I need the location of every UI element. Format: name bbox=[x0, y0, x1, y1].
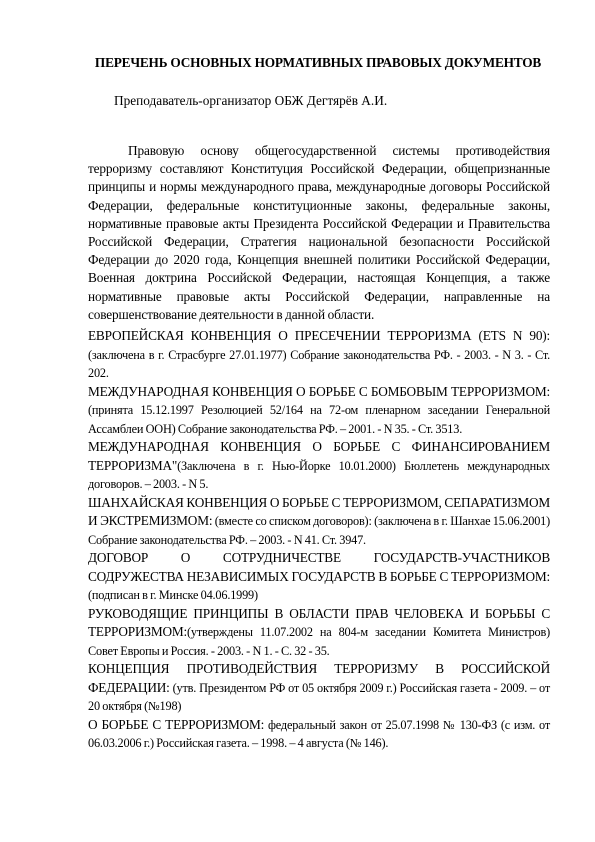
document-details: (утв. Президентом РФ от 05 октября 2009 г.) Российская газета - 2009. – от 20 октября (№198) bbox=[88, 680, 550, 713]
document-item bbox=[88, 438, 550, 494]
document-details: (заключена в г. Страсбурге 27.01.1977) Собрание законодательства РФ. - 2003. - N 3. - Ст. 202. bbox=[88, 347, 550, 380]
document-details: федеральный закон от 25.07.1998 № 130-ФЗ (с изм. от 06.03.2006 г.) Российская газета. – 1998. – 4 августа (№ 146). bbox=[88, 717, 550, 750]
document-name: МЕЖДУНАРОДНАЯ КОНВЕНЦИЯ О БОРЬБЕ С ФИНАНСИРОВАНИЕМ ТЕРРОРИЗМА" bbox=[88, 439, 550, 473]
document-name: ШАНХАЙСКАЯ КОНВЕНЦИЯ О БОРЬБЕ С ТЕРРОРИЗМОМ, СЕПАРАТИЗМОМ И ЭКСТРЕМИЗМОМ: bbox=[88, 494, 550, 528]
author-line: Преподаватель-организатор ОБЖ Дегтярёв А.И. bbox=[114, 93, 388, 108]
document-item bbox=[88, 494, 550, 550]
document-name: ДОГОВОР О СОТРУДНИЧЕСТВЕ ГОСУДАРСТВ-УЧАСТНИКОВ СОДРУЖЕСТВА НЕЗАВИСИМЫХ ГОСУДАРСТВ В БОРЬБЕ С ТЕРРОРИЗМОМ: bbox=[88, 550, 550, 584]
document-details: (подписан в г. Минске 04.06.1999) bbox=[88, 588, 258, 602]
document-name: МЕЖДУНАРОДНАЯ КОНВЕНЦИЯ О БОРЬБЕ С БОМБОВЫМ ТЕРРОРИЗМОМ: bbox=[88, 383, 550, 399]
documents-list bbox=[88, 327, 550, 753]
document-item bbox=[88, 605, 550, 661]
document-details: (вместе со списком договоров): (заключена в г. Шанхае 15.06.2001) Собрание законодательства РФ. – 2003. - N 41. Ст. 3947. bbox=[88, 514, 551, 547]
document-item bbox=[88, 327, 550, 383]
document-item bbox=[88, 383, 550, 439]
document-name: О БОРЬБЕ С ТЕРРОРИЗМОМ: bbox=[88, 716, 265, 732]
document-item bbox=[88, 549, 550, 605]
intro-paragraph: Правовую основу общегосударственной системы противодействия терроризму составляют Конституция Российской Федерации, общепризнанные принципы и нормы международного права, международные договоры Российской Федерации, федеральные конституционные законы, федеральные законы, нормативные правовые акты Президента Российской Федерации и Правительства Российской Федерации, Стратегия национальной безопасности Российской Федерации до 2020 года, Концепция внешней политики Российской Федерации, Военная доктрина Российской Федерации, настоящая Концепция, а также нормативные правовые акты Российской Федерации, направленные на совершенствование деятельности в данной области. bbox=[88, 143, 550, 322]
document-details: (Заключена в г. Нью-Йорке 10.01.2000) Бюллетень международных договоров. – 2003. - N 5. bbox=[88, 458, 550, 491]
document-name: ЕВРОПЕЙСКАЯ КОНВЕНЦИЯ О ПРЕСЕЧЕНИИ ТЕРРОРИЗМА (ETS N 90): bbox=[88, 328, 550, 343]
document-item bbox=[88, 716, 550, 753]
document-name: РУКОВОДЯЩИЕ ПРИНЦИПЫ В ОБЛАСТИ ПРАВ ЧЕЛОВЕКА И БОРЬБЫ С ТЕРРОРИЗМОМ: bbox=[88, 605, 550, 639]
document-details: (утверждены 11.07.2002 на 804-м заседании Комитета Министров) Совет Европы и Россия. - 2003. - N 1. - С. 32 - 35. bbox=[88, 625, 550, 658]
document-details: (принята 15.12.1997 Резолюцией 52/164 на 72-ом пленарном заседании Генеральной Ассамблеи ООН) Собрание законодательства РФ. – 2001. - N 35. - Ст. 3513. bbox=[88, 403, 550, 436]
document-item bbox=[88, 660, 550, 716]
document-name: КОНЦЕПЦИЯ ПРОТИВОДЕЙСТВИЯ ТЕРРОРИЗМУ В РОССИЙСКОЙ ФЕДЕРАЦИИ: bbox=[88, 661, 550, 695]
document-title: ПЕРЕЧЕНЬ ОСНОВНЫХ НОРМАТИВНЫХ ПРАВОВЫХ ДОКУМЕНТОВ bbox=[94, 55, 542, 70]
